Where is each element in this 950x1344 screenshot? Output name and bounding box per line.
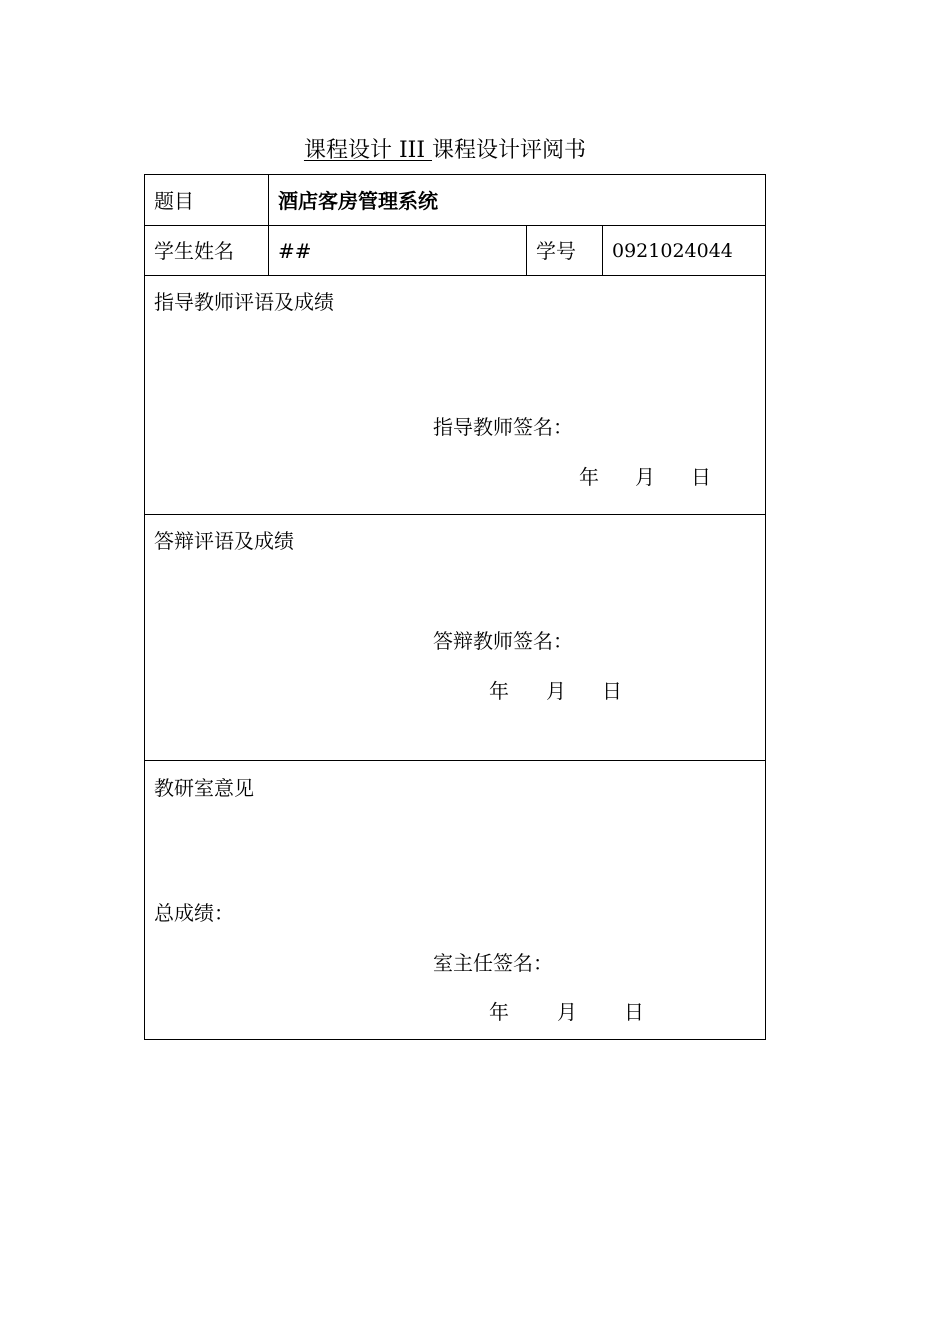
director-signature-label: 室主任签名： (433, 951, 553, 975)
row-divider-student (145, 275, 765, 276)
topic-label: 题目 (154, 189, 194, 213)
column-divider-student-id (526, 225, 527, 275)
document-title-course: 课程设计 III (303, 138, 433, 163)
advisor-date-day: 日 (691, 465, 711, 489)
office-opinion-heading: 教研室意见 (154, 776, 254, 800)
defense-date-day: 日 (602, 679, 622, 703)
defense-signature-label: 答辩教师签名： (433, 629, 573, 653)
row-divider-defense (145, 760, 765, 761)
row-divider-topic (145, 225, 765, 226)
defense-date-month: 月 (546, 679, 566, 703)
student-id-label: 学号 (536, 239, 576, 263)
advisor-date-month: 月 (635, 465, 655, 489)
advisor-date-year: 年 (579, 465, 599, 489)
student-name-value: ## (278, 239, 312, 263)
advisor-signature-label: 指导教师签名： (433, 415, 573, 439)
column-divider-label (268, 175, 269, 275)
column-divider-student-id-value (602, 225, 603, 275)
office-date-month: 月 (557, 1000, 577, 1024)
defense-date-year: 年 (489, 679, 509, 703)
student-name-label: 学生姓名 (154, 239, 234, 263)
student-id-value: 0921024044 (612, 240, 733, 262)
office-date-day: 日 (624, 1000, 644, 1024)
document-title (0, 136, 890, 166)
topic-value: 酒店客房管理系统 (278, 189, 438, 213)
document-title-rest: 课程设计评阅书 (432, 138, 587, 163)
row-divider-advisor (145, 514, 765, 515)
defense-comment-heading: 答辩评语及成绩 (154, 529, 294, 553)
office-date-year: 年 (489, 1000, 509, 1024)
total-score-label: 总成绩： (154, 901, 234, 925)
evaluation-form (144, 174, 766, 1040)
advisor-comment-heading: 指导教师评语及成绩 (154, 290, 334, 314)
